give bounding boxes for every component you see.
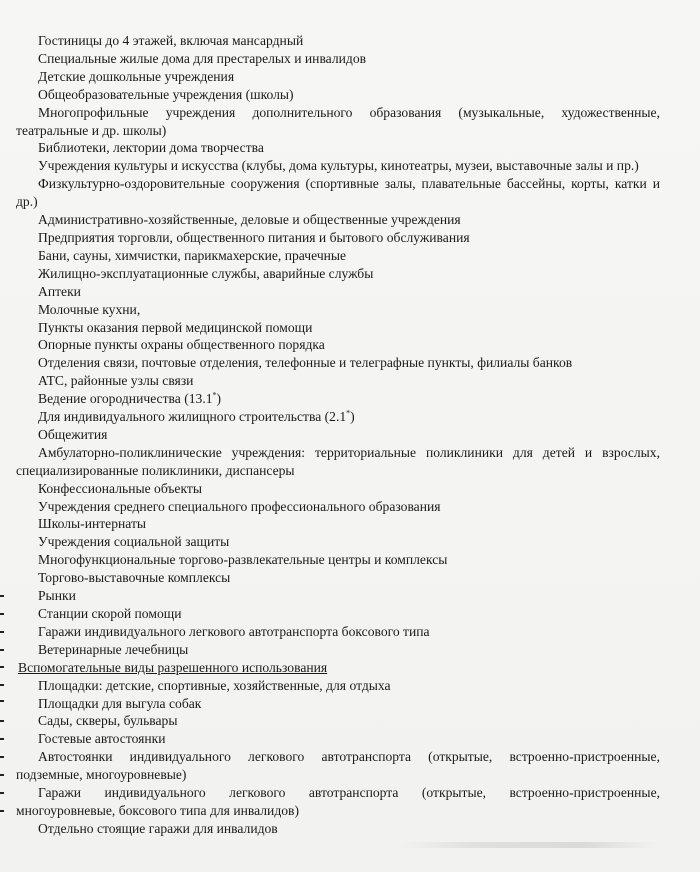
aux-use-list <box>16 677 660 838</box>
list-item: Сады, скверы, бульвары <box>38 713 178 729</box>
margin-mark <box>0 774 4 776</box>
list-item: Пункты оказания первой медицинской помощи <box>38 319 313 335</box>
margin-mark <box>0 631 4 633</box>
list-item: Гостевые автостоянки <box>38 731 166 747</box>
margin-mark <box>0 595 4 597</box>
margin-mark <box>0 792 4 794</box>
list-item: Библиотеки, лектории дома творчества <box>38 140 264 156</box>
list-item: Общеобразовательные учреждения (школы) <box>38 86 294 102</box>
list-item: Общежития <box>38 426 108 442</box>
list-item: Площадки: детские, спортивные, хозяйственные, для отдыха <box>38 677 391 693</box>
list-item: Ветеринарные лечебницы <box>38 641 189 657</box>
margin-mark <box>0 649 4 651</box>
list-item: Учреждения социальной защиты <box>38 534 230 550</box>
list-item: Многофункциональные торгово-развлекательные центры и комплексы <box>38 552 448 568</box>
list-item: Станции скорой помощи <box>38 606 182 621</box>
bleed-through-text <box>400 842 660 848</box>
list-item: Гаражи индивидуального легкового автотранспорта (открытые, встроенно-пристроенные, многоуровневые, боксового типа для инвалидов) <box>16 785 660 818</box>
margin-mark <box>0 738 4 740</box>
list-item: Детские дошкольные учреждения <box>38 68 235 84</box>
margin-mark <box>0 666 4 668</box>
list-item: Молочные кухни, <box>38 301 141 317</box>
margin-mark <box>0 720 4 722</box>
list-item: Рынки <box>38 588 76 604</box>
list-item: Учреждения культуры и искусства (клубы, дома культуры, кинотеатры, музеи, выставочные залы и пр.) <box>38 158 639 174</box>
margin-mark <box>0 756 4 758</box>
list-item: Автостоянки индивидуального легкового автотранспорта (открытые, встроенно-пристроенные, подземные, многоуровневые) <box>16 749 660 783</box>
list-item: Ведение огородничества (13.1*) <box>38 390 222 407</box>
aux-uses-heading: Вспомогательные виды разрешенного использования <box>18 659 328 675</box>
list-item: АТС, районные узлы связи <box>38 373 194 389</box>
main-use-list <box>16 32 660 659</box>
list-item: Гостиницы до 4 этажей, включая мансардный <box>38 33 304 48</box>
list-item: Площадки для выгула собак <box>38 695 202 711</box>
list-item: Школы-интернаты <box>38 516 147 532</box>
margin-mark <box>0 684 4 686</box>
list-item: Торгово-выставочные комплексы <box>38 570 231 586</box>
list-item: Гаражи индивидуального легкового автотранспорта боксового типа <box>38 623 430 639</box>
list-item: Аптеки <box>38 283 81 299</box>
list-item: Жилищно-эксплуатационные службы, аварийные службы <box>38 265 374 281</box>
list-item: Административно-хозяйственные, деловые и общественные учреждения <box>38 212 461 228</box>
list-item: Физкультурно-оздоровительные сооружения (спортивные залы, плавательные бассейны, корты, катки и др.) <box>16 176 660 210</box>
list-item: Предприятия торговли, общественного питания и бытового обслуживания <box>38 229 470 245</box>
list-item: Специальные жилые дома для престарелых и инвалидов <box>38 50 367 66</box>
list-item: Опорные пункты охраны общественного порядка <box>38 337 325 353</box>
list-item: Многопрофильные учреждения дополнительного образования (музыкальные, художественные, театральные и др. школы) <box>16 104 660 138</box>
margin-mark <box>0 810 4 812</box>
margin-mark <box>0 613 4 615</box>
margin-mark <box>0 700 4 702</box>
list-item: Бани, сауны, химчистки, парикмахерские, прачечные <box>38 247 347 263</box>
list-item: Конфессиональные объекты <box>38 480 202 496</box>
list-item: Амбулаторно-поликлинические учреждения: территориальные поликлиники для детей и взрослых, специализированные поликлиники, диспансеры <box>16 444 660 478</box>
list-item: Для индивидуального жилищного строительства (2.1*) <box>38 408 355 425</box>
list-item: Отделения связи, почтовые отделения, телефонные и телеграфные пункты, филиалы банков <box>38 355 573 371</box>
list-item: Отдельно стоящие гаражи для инвалидов <box>38 820 278 836</box>
list-item: Учреждения среднего специального профессионального образования <box>38 498 441 514</box>
